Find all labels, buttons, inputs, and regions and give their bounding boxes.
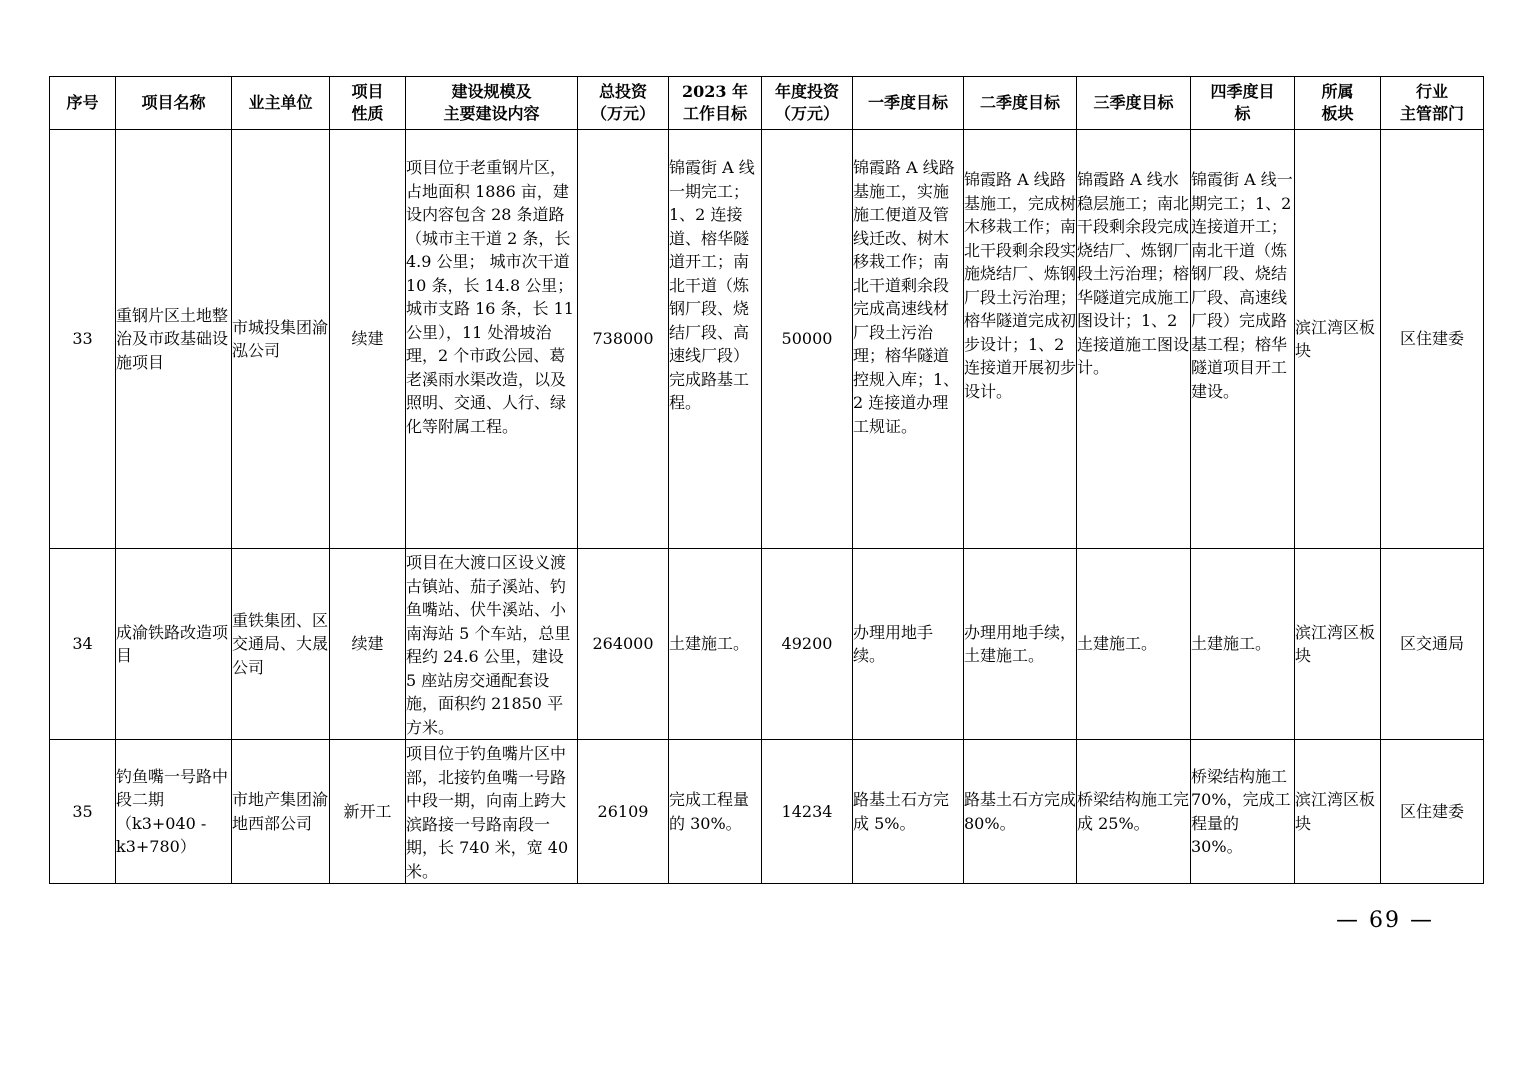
header-q1: 一季度目标: [853, 77, 964, 130]
header-seq: 序号: [50, 77, 116, 130]
cell-q3: 桥梁结构施工完成 25%。: [1077, 740, 1191, 884]
table-row: [50, 549, 1484, 740]
cell-scope: 项目在大渡口区设义渡古镇站、茄子溪站、钓鱼嘴站、伏牛溪站、小南海站 5 个车站，总里程约 24.6 公里，建设 5 座站房交通配套设施，面积约 21850 平方米。: [406, 549, 578, 740]
table-row: [50, 740, 1484, 884]
page-number: [1336, 908, 1434, 933]
cell-annual-investment: 50000: [762, 130, 853, 549]
cell-owner: 重铁集团、区交通局、大晟公司: [232, 549, 330, 740]
cell-name: 成渝铁路改造项目: [116, 549, 232, 740]
cell-q4: 土建施工。: [1191, 549, 1295, 740]
cell-nature: 新开工: [330, 740, 406, 884]
page-number-value: 69: [1369, 908, 1401, 933]
header-sector: 所属 板块: [1295, 77, 1381, 130]
header-dept: 行业 主管部门: [1381, 77, 1484, 130]
header-nature: 项目 性质: [330, 77, 406, 130]
header-q2: 二季度目标: [964, 77, 1077, 130]
cell-q1: 路基土石方完成 5%。: [853, 740, 964, 884]
cell-owner: 市地产集团渝地西部公司: [232, 740, 330, 884]
cell-sector: 滨江湾区板块: [1295, 549, 1381, 740]
cell-annual-investment: 14234: [762, 740, 853, 884]
cell-name: 重钢片区土地整治及市政基础设施项目: [116, 130, 232, 549]
cell-q3: 土建施工。: [1077, 549, 1191, 740]
cell-name: 钓鱼嘴一号路中段二期（k3+040 - k3+780）: [116, 740, 232, 884]
table-row: [50, 130, 1484, 549]
cell-annual-investment: 49200: [762, 549, 853, 740]
cell-q1: 锦霞路 A 线路基施工，实施施工便道及管线迁改、树木移栽工作；南北干道剩余段完成高速线材厂段土污治理；榕华隧道控规入库；1、2 连接道办理工规证。: [853, 130, 964, 549]
cell-q3: 锦霞路 A 线水稳层施工；南北干段剩余段完成烧结厂、炼钢厂段土污治理；榕华隧道完成施工图设计；1、2 连接道施工图设计。: [1077, 130, 1191, 549]
cell-owner: 市城投集团渝泓公司: [232, 130, 330, 549]
header-scope: 建设规模及 主要建设内容: [406, 77, 578, 130]
header-total-investment: 总投资 （万元）: [578, 77, 669, 130]
cell-q2: 办理用地手续，土建施工。: [964, 549, 1077, 740]
project-table: [49, 76, 1484, 884]
cell-goal-2023: 土建施工。: [669, 549, 762, 740]
table-header-row: [50, 77, 1484, 130]
header-q4: 四季度目 标: [1191, 77, 1295, 130]
header-goal-2023: 2023 年 工作目标: [669, 77, 762, 130]
cell-scope: 项目位于钓鱼嘴片区中部，北接钓鱼嘴一号路中段一期，向南上跨大滨路接一号路南段一期，长 740 米，宽 40 米。: [406, 740, 578, 884]
cell-seq: 34: [50, 549, 116, 740]
header-q3: 三季度目标: [1077, 77, 1191, 130]
header-owner: 业主单位: [232, 77, 330, 130]
cell-total-investment: 26109: [578, 740, 669, 884]
cell-q2: 路基土石方完成 80%。: [964, 740, 1077, 884]
cell-dept: 区住建委: [1381, 740, 1484, 884]
cell-nature: 续建: [330, 549, 406, 740]
cell-nature: 续建: [330, 130, 406, 549]
cell-seq: 35: [50, 740, 116, 884]
cell-q4: 锦霞街 A 线一期完工；1、2 连接道开工；南北干道（炼钢厂段、烧结厂段、高速线厂段）完成路基工程；榕华隧道项目开工建设。: [1191, 130, 1295, 549]
cell-q1: 办理用地手续。: [853, 549, 964, 740]
cell-goal-2023: 完成工程量的 30%。: [669, 740, 762, 884]
cell-dept: 区交通局: [1381, 549, 1484, 740]
header-name: 项目名称: [116, 77, 232, 130]
cell-sector: 滨江湾区板块: [1295, 130, 1381, 549]
header-annual-investment: 年度投资 （万元）: [762, 77, 853, 130]
cell-dept: 区住建委: [1381, 130, 1484, 549]
cell-q2: 锦霞路 A 线路基施工，完成树木移栽工作；南北干段剩余段实施烧结厂、炼钢厂段土污治理；榕华隧道完成初步设计；1、2 连接道开展初步设计。: [964, 130, 1077, 549]
cell-scope: 项目位于老重钢片区，占地面积 1886 亩，建设内容包含 28 条道路（城市主干道 2 条，长 4.9 公里； 城市次干道 10 条，长 14.8 公里；城市支路 16 条，长 11 公里），11 处滑坡治理，2 个市政公园、葛老溪雨水渠改造，以及照明、交通、人行、绿化等附属工程。: [406, 130, 578, 549]
cell-total-investment: 738000: [578, 130, 669, 549]
cell-sector: 滨江湾区板块: [1295, 740, 1381, 884]
cell-q4: 桥梁结构施工 70%，完成工程量的 30%。: [1191, 740, 1295, 884]
page-number-dash-right: —: [1410, 908, 1434, 933]
cell-total-investment: 264000: [578, 549, 669, 740]
cell-goal-2023: 锦霞街 A 线一期完工；1、2 连接道、榕华隧道开工；南北干道（炼钢厂段、烧结厂段、高速线厂段）完成路基工程。: [669, 130, 762, 549]
page-number-dash-left: —: [1336, 908, 1360, 933]
cell-seq: 33: [50, 130, 116, 549]
